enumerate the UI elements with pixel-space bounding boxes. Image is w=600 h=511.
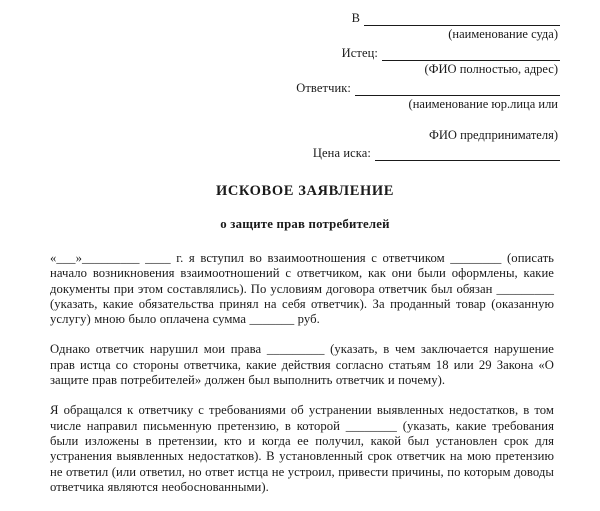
defendant-label: Ответчик: [296,81,351,95]
claim-price-row [292,143,560,161]
court-row [292,8,560,26]
court-fill-line[interactable] [364,12,560,26]
body-paragraph-3: Я обращался к ответчику с требованиями об устранении выявленных недостатков, в том числе направил письменную претензию, в которой ________ (указать, какие требования были изложены в претензии, кто и когда ее получил, какой был установлен срок для устранения выявленных недостатков). В установленный срок ответчик на мою претензию не ответил (или ответил, но ответ истца не устроил, привести причины, по которым доводы ответчика являются необоснованными). [50,403,554,494]
claim-price-fill-line[interactable] [375,147,560,161]
court-hint: (наименование суда) [448,27,558,41]
document-body [50,251,560,495]
plaintiff-fill-line[interactable] [382,47,560,61]
body-paragraph-1: «___»_________ ____ г. я вступил во взаимоотношения с ответчиком ________ (описать начало возникновения взаимоотношений с ответчиком, как они были оформлены, какие документы при этом составлялись). По условиям договора ответчик был обязан _________ (указать, какие обязательства принял на себя ответчик). За проданный товар (оказанную услугу) мною было оплачена сумма _______ руб. [50,251,554,327]
claim-price-label: Цена иска: [312,146,371,160]
page-title: ИСКОВОЕ ЗАЯВЛЕНИЕ [215,183,395,199]
addressee-block [292,8,560,161]
plaintiff-hint: (ФИО полностью, адрес) [424,62,558,76]
court-label: В [351,11,360,25]
body-paragraph-2: Однако ответчик нарушил мои права _________ (указать, в чем заключается нарушение прав истца со стороны ответчика, какие действия согласно статьям 18 или 29 Закона «О защите прав потребителей» должен был выполнить ответчик и почему). [50,342,554,388]
page-subtitle: о защите прав потребителей [220,217,390,231]
defendant-hint-line-1: (наименование юр.лица или [408,97,558,111]
defendant-fill-line[interactable] [355,82,560,96]
plaintiff-label: Истец: [341,46,378,60]
defendant-hint-line-2: ФИО предпринимателя) [429,128,558,142]
plaintiff-row [292,43,560,61]
defendant-row [292,78,560,96]
